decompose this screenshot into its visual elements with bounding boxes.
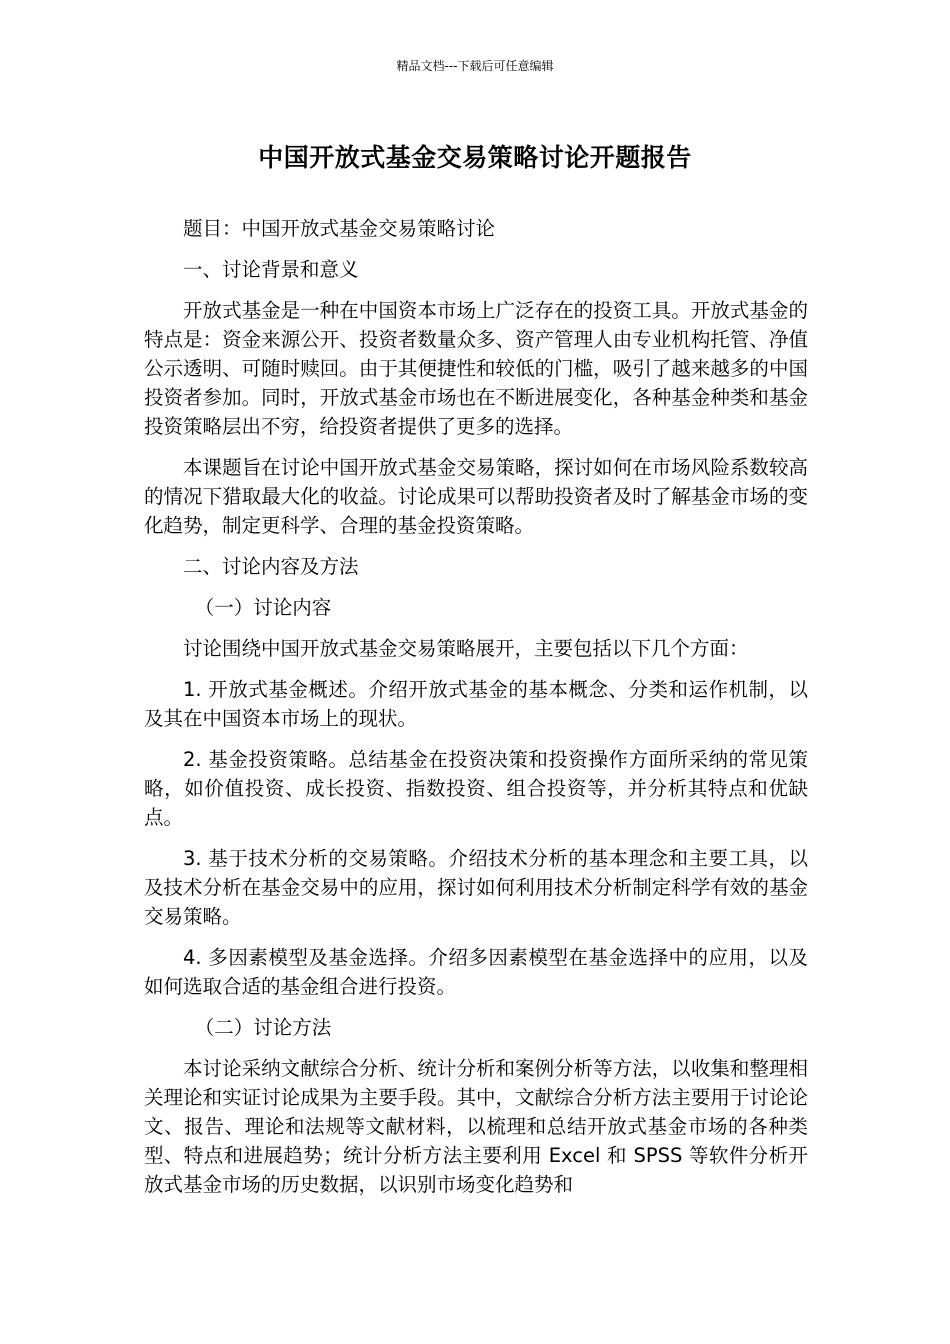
topic-line: 题目：中国开放式基金交易策略讨论 — [183, 217, 496, 240]
subsection-heading-content: （一）讨论内容 — [194, 596, 332, 619]
section-heading-content-method: 二、讨论内容及方法 — [183, 555, 359, 578]
header-note: 精品文档---下载后可任意编辑 — [396, 59, 554, 73]
paragraph-research-aim: 本课题旨在讨论中国开放式基金交易策略，探讨如何在市场风险系数较高的情况下猎取最大化的收益。讨论成果可以帮助投资者及时了解基金市场的变化趋势，制定更科学、合理的基金投资策略。 — [144, 456, 808, 537]
list-item-2: 2. 基金投资策略。总结基金在投资决策和投资操作方面所采纳的常见策略，如价值投资、成长投资、指数投资、组合投资等，并分析其特点和优缺点。 — [144, 748, 808, 829]
document-body — [144, 214, 808, 1211]
list-item-1: 1. 开放式基金概述。介绍开放式基金的基本概念、分类和运作机制，以及其在中国资本市场上的现状。 — [144, 678, 808, 730]
list-item-3: 3. 基于技术分析的交易策略。介绍技术分析的基本理念和主要工具，以及技术分析在基金交易中的应用，探讨如何利用技术分析制定科学有效的基金交易策略。 — [144, 847, 808, 928]
list-item-4: 4. 多因素模型及基金选择。介绍多因素模型在基金选择中的应用，以及如何选取合适的基金组合进行投资。 — [144, 946, 808, 998]
paragraph-fund-intro: 开放式基金是一种在中国资本市场上广泛存在的投资工具。开放式基金的特点是：资金来源公开、投资者数量众多、资产管理人由专业机构托管、净值公示透明、可随时赎回。由于其便捷性和较低的门槛，吸引了越来越多的中国投资者参加。同时，开放式基金市场也在不断进展变化，各种基金种类和基金投资策略层出不穷，给投资者提供了更多的选择。 — [144, 299, 808, 438]
paragraph-content-overview: 讨论围绕中国开放式基金交易策略展开，主要包括以下几个方面： — [183, 637, 749, 660]
document-title: 中国开放式基金交易策略讨论开题报告 — [258, 143, 692, 172]
section-heading-background: 一、讨论背景和意义 — [183, 258, 359, 281]
subsection-heading-method: （二）讨论方法 — [194, 1016, 332, 1039]
paragraph-methods: 本讨论采纳文献综合分析、统计分析和案例分析等方法，以收集和整理相关理论和实证讨论成果为主要手段。其中，文献综合分析方法主要用于讨论论文、报告、理论和法规等文献材料，以梳理和总结开放式基金市场的各种类型、特点和进展趋势；统计分析方法主要利用 Excel 和 SPSS 等软件分析开放式基金市场的历史数据，以识别市场变化趋势和 — [144, 1057, 808, 1196]
